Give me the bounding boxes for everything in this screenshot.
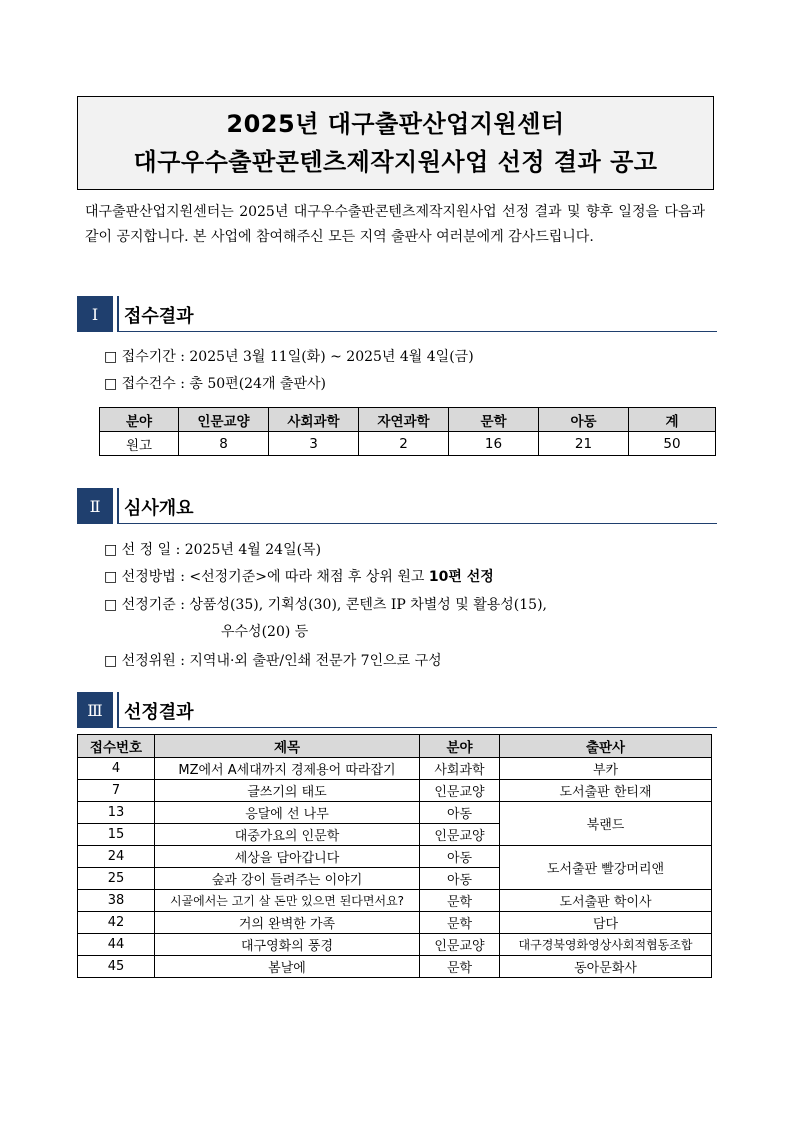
table-cell: 3 xyxy=(269,432,359,456)
table-cell: 원고 xyxy=(100,432,179,456)
table-cell: 2 xyxy=(359,432,449,456)
table-cell: 북랜드 xyxy=(500,802,712,846)
selection-count: 10편 선정 xyxy=(428,569,494,585)
table-cell: 문학 xyxy=(420,956,500,978)
section-1-title: 접수결과 xyxy=(124,306,194,327)
section-3-header xyxy=(77,692,717,728)
section-2-header xyxy=(77,488,717,524)
section-2-title: 심사개요 xyxy=(124,498,194,519)
table-header: 분야 xyxy=(100,408,179,432)
table-cell: 도서출판 빨강머리앤 xyxy=(500,846,712,890)
table-header: 제목 xyxy=(155,735,420,758)
table-cell: 13 xyxy=(78,802,155,824)
section-underline xyxy=(117,523,717,525)
table-cell: 아동 xyxy=(420,868,500,890)
table-header: 계 xyxy=(629,408,716,432)
table-cell: 4 xyxy=(78,758,155,780)
table-cell: 숲과 강이 들려주는 이야기 xyxy=(155,868,420,890)
receipt-count: □ 접수건수 : 총 50편(24개 출판사) xyxy=(104,376,326,392)
table-cell: 문학 xyxy=(420,890,500,912)
table-cell: 글쓰기의 태도 xyxy=(155,780,420,802)
intro-paragraph: 대구출판산업지원센터는 2025년 대구우수출판콘텐츠제작지원사업 선정 결과 및 향후 일정을 다음과 같이 공지합니다. 본 사업에 참여해주신 모든 지역 출판사 여러분에게 감사드립니다. xyxy=(85,204,705,245)
table-cell: 인문교양 xyxy=(420,824,500,846)
selection-committee: □ 선정위원 : 지역내·외 출판/인쇄 전문가 7인으로 구성 xyxy=(104,653,442,669)
table-header: 아동 xyxy=(539,408,629,432)
table-row xyxy=(100,432,716,456)
table-cell: 거의 완벽한 가족 xyxy=(155,912,420,934)
title-box xyxy=(77,96,714,190)
table-cell: 44 xyxy=(78,934,155,956)
table-row xyxy=(78,934,712,956)
result-table xyxy=(77,734,712,978)
table-cell: 문학 xyxy=(420,912,500,934)
section-2-number: Ⅱ xyxy=(77,488,113,524)
section-divider xyxy=(117,692,119,728)
section-divider xyxy=(117,488,119,524)
table-cell: MZ에서 A세대까지 경제용어 따라잡기 xyxy=(155,758,420,780)
table-cell: 7 xyxy=(78,780,155,802)
table-cell: 응달에 선 나무 xyxy=(155,802,420,824)
section-1-number: Ⅰ xyxy=(77,296,113,332)
table-row xyxy=(78,956,712,978)
table-cell: 동아문화사 xyxy=(500,956,712,978)
table-cell: 45 xyxy=(78,956,155,978)
table-header: 인문교양 xyxy=(179,408,269,432)
table-cell: 42 xyxy=(78,912,155,934)
selection-method-text: □ 선정방법 : <선정기준>에 따라 채점 후 상위 원고 xyxy=(104,569,429,585)
selection-criteria-cont: 우수성(20) 등 xyxy=(221,624,309,640)
table-header: 문학 xyxy=(449,408,539,432)
selection-date: □ 선 정 일 : 2025년 4월 24일(목) xyxy=(104,542,322,558)
table-cell: 도서출판 한티재 xyxy=(500,780,712,802)
receipt-period: □ 접수기간 : 2025년 3월 11일(화) ~ 2025년 4월 4일(금) xyxy=(104,349,474,365)
receipt-table xyxy=(99,407,716,456)
table-header: 자연과학 xyxy=(359,408,449,432)
table-cell: 아동 xyxy=(420,802,500,824)
table-row xyxy=(78,780,712,802)
table-row xyxy=(78,912,712,934)
table-header-row xyxy=(78,735,712,758)
table-cell: 인문교양 xyxy=(420,934,500,956)
table-row xyxy=(78,758,712,780)
table-cell: 대구경북영화영상사회적협동조합 xyxy=(500,934,712,956)
section-underline xyxy=(117,727,717,729)
table-cell: 담다 xyxy=(500,912,712,934)
table-cell: 대중가요의 인문학 xyxy=(155,824,420,846)
table-header: 접수번호 xyxy=(78,735,155,758)
table-header: 사회과학 xyxy=(269,408,359,432)
selection-criteria: □ 선정기준 : 상품성(35), 기획성(30), 콘텐츠 IP 차별성 및 활용성(15), xyxy=(104,597,547,613)
table-cell: 세상을 담아갑니다 xyxy=(155,846,420,868)
page-title: 2025년 대구출판산업지원센터 xyxy=(226,110,565,138)
table-cell: 38 xyxy=(78,890,155,912)
table-row xyxy=(78,802,712,824)
table-cell: 50 xyxy=(629,432,716,456)
section-3-number: Ⅲ xyxy=(77,692,113,728)
page-subtitle: 대구우수출판콘텐츠제작지원사업 선정 결과 공고 xyxy=(133,148,658,176)
section-1-header xyxy=(77,296,717,332)
section-3-title: 선정결과 xyxy=(124,702,194,723)
table-cell: 8 xyxy=(179,432,269,456)
selection-method xyxy=(104,566,494,588)
table-cell: 15 xyxy=(78,824,155,846)
table-cell: 24 xyxy=(78,846,155,868)
table-cell: 16 xyxy=(449,432,539,456)
table-header: 분야 xyxy=(420,735,500,758)
table-cell: 대구영화의 풍경 xyxy=(155,934,420,956)
table-cell: 21 xyxy=(539,432,629,456)
table-header-row xyxy=(100,408,716,432)
table-cell: 도서출판 학이사 xyxy=(500,890,712,912)
table-row xyxy=(78,890,712,912)
table-cell: 25 xyxy=(78,868,155,890)
table-cell: 부카 xyxy=(500,758,712,780)
table-header: 출판사 xyxy=(500,735,712,758)
section-underline xyxy=(117,331,717,333)
table-cell: 인문교양 xyxy=(420,780,500,802)
table-row xyxy=(78,846,712,868)
table-cell: 아동 xyxy=(420,846,500,868)
table-cell: 시골에서는 고기 살 돈만 있으면 된다면서요? xyxy=(155,890,420,912)
section-divider xyxy=(117,296,119,332)
table-cell: 봄날에 xyxy=(155,956,420,978)
table-cell: 사회과학 xyxy=(420,758,500,780)
